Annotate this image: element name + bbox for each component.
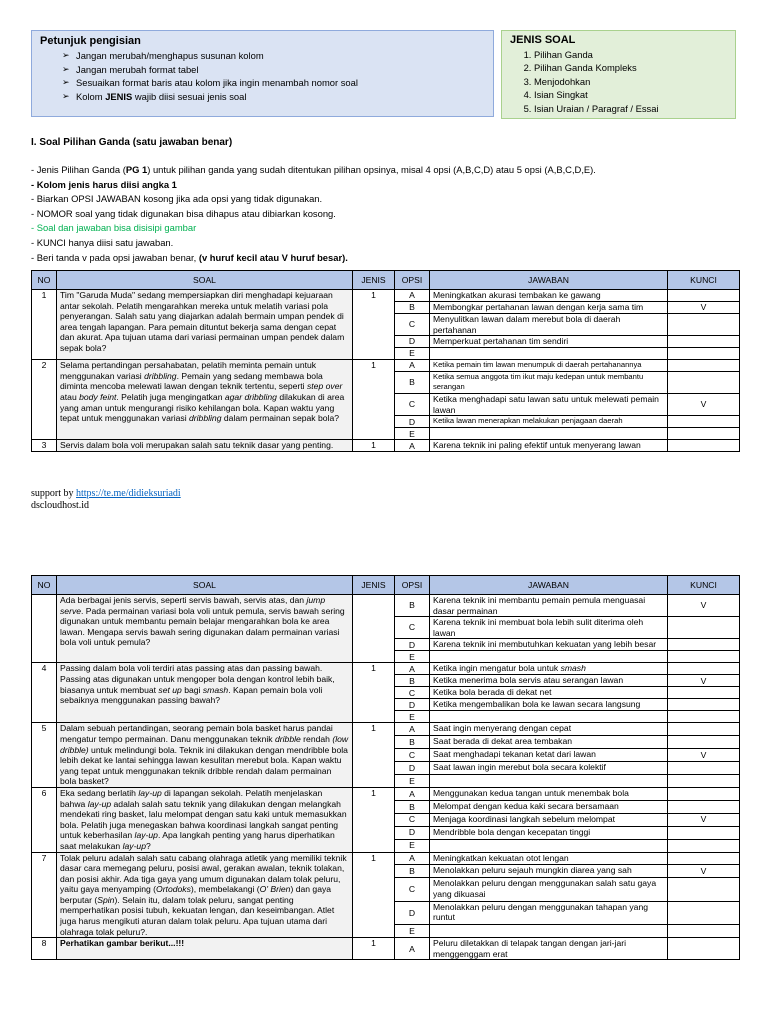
question-table-1 — [31, 270, 740, 452]
answer-cell[interactable]: Ketika pemain tim lawan menumpuk di daerah pertahanannya — [430, 360, 668, 372]
instruction-bold: - Kolom jenis harus diisi angka 1 — [31, 178, 177, 190]
option-label: B — [395, 372, 430, 394]
option-label: D — [395, 826, 430, 839]
option-label: C — [395, 314, 430, 336]
question-jenis[interactable]: 1 — [353, 852, 395, 938]
option-label: E — [395, 839, 430, 852]
question-number: 7 — [32, 852, 57, 938]
instruction-bold: (v huruf kecil atau V huruf besar). — [198, 251, 348, 263]
answer-cell[interactable]: Karena teknik ini membantu pemain pemula menguasai dasar permainan — [430, 595, 668, 617]
kunci-cell[interactable] — [668, 826, 740, 839]
answer-cell[interactable]: Meningkatkan kekuatan otot lengan — [430, 852, 668, 865]
jenis-soal-item: 5. Isian Uraian / Paragraf / Essai — [534, 102, 727, 115]
question-jenis[interactable]: 1 — [353, 723, 395, 788]
kunci-cell[interactable] — [668, 762, 740, 775]
option-label: A — [395, 440, 430, 452]
jenis-soal-item: 2. Pilihan Ganda Kompleks — [534, 61, 727, 74]
answer-cell[interactable] — [430, 839, 668, 852]
option-label: C — [395, 394, 430, 416]
question-number: 3 — [32, 440, 57, 452]
answer-cell[interactable]: Menolakkan peluru dengan menggunakan salah satu gaya yang dikuasai — [430, 878, 668, 902]
kunci-cell[interactable] — [668, 639, 740, 651]
answer-cell[interactable]: Ketika menghadapi satu lawan satu untuk melewati pemain lawan — [430, 394, 668, 416]
instruction-text: ) untuk pilihan ganda yang sudah ditentukan pilihan opsinya, misal 4 opsi (A,B,C,D) atau 5 opsi (A,B,C,D,E). — [147, 164, 596, 175]
option-label: E — [395, 925, 430, 938]
option-label: B — [395, 800, 430, 813]
answer-cell[interactable]: Menjaga koordinasi langkah sebelum melompat — [430, 813, 668, 826]
kunci-cell[interactable] — [668, 440, 740, 452]
option-label: D — [395, 901, 430, 925]
answer-cell[interactable] — [430, 711, 668, 723]
answer-cell[interactable]: Menggunakan kedua tangan untuk menembak bola — [430, 787, 668, 800]
question-jenis[interactable]: 1 — [353, 440, 395, 452]
option-label: A — [395, 663, 430, 675]
support-site: dscloudhost.id — [31, 500, 90, 511]
answer-cell[interactable]: Karena teknik ini membutuhkan kekuatan yang lebih besar — [430, 639, 668, 651]
answer-cell[interactable]: Menyulitkan lawan dalam merebut bola di daerah pertahanan — [430, 314, 668, 336]
question-number: 8 — [32, 938, 57, 960]
petunjuk-box — [31, 30, 494, 117]
kunci-cell[interactable]: V — [668, 865, 740, 878]
question-jenis[interactable]: 1 — [353, 290, 395, 360]
kunci-cell[interactable] — [668, 348, 740, 360]
kunci-cell[interactable] — [668, 617, 740, 639]
table-row — [32, 360, 740, 372]
table-row — [32, 723, 740, 736]
option-label: C — [395, 617, 430, 639]
header-no: NO — [32, 576, 57, 595]
instruction-line: - KUNCI hanya diisi satu jawaban. — [31, 236, 174, 248]
petunjuk-item: ➢ Sesuaikan format baris atau kolom jika ingin menambah nomor soal — [62, 76, 485, 90]
option-label: A — [395, 723, 430, 736]
question-jenis[interactable]: 1 — [353, 663, 395, 723]
header-jenis: JENIS — [353, 271, 395, 290]
option-label: E — [395, 775, 430, 788]
question-number: 6 — [32, 787, 57, 852]
option-label: D — [395, 762, 430, 775]
answer-cell[interactable]: Menolakkan peluru sejauh mungkin diarea yang sah — [430, 865, 668, 878]
kunci-cell[interactable]: V — [668, 394, 740, 416]
support-footer — [31, 488, 181, 512]
question-text[interactable]: Selama pertandingan persahabatan, pelatih meminta pemain untuk menggunakan variasi dribbling. Pemain yang sedang membawa bola diminta mencoba melewati lawan dengan teknik tertentu, seperti step over atau body feint. Pelatih juga mengingatkan agar dribbling dilakukan di area yang aman untuk mengurangi risiko kehilangan bola. Kapan waktu yang tepat untuk menggunakan variasi dribbling dalam permainan sepak bola? — [57, 360, 353, 440]
petunjuk-item: ➢ Jangan merubah/menghapus susunan kolom — [62, 49, 485, 63]
question-number: 2 — [32, 360, 57, 440]
answer-cell[interactable] — [430, 348, 668, 360]
kunci-cell[interactable] — [668, 878, 740, 902]
header-kunci: KUNCI — [668, 271, 740, 290]
support-text: support by — [31, 488, 76, 499]
question-number: 4 — [32, 663, 57, 723]
option-label: A — [395, 852, 430, 865]
support-line — [31, 488, 181, 500]
kunci-cell[interactable] — [668, 663, 740, 675]
header-opsi: OPSI — [395, 271, 430, 290]
instruction-line — [31, 178, 751, 193]
petunjuk-item: ➢ Jangan merubah format tabel — [62, 63, 485, 77]
option-label: C — [395, 878, 430, 902]
kunci-cell[interactable] — [668, 839, 740, 852]
kunci-cell[interactable] — [668, 787, 740, 800]
table-header-row — [32, 576, 740, 595]
question-jenis[interactable] — [353, 595, 395, 663]
answer-cell[interactable]: Saat menghadapi tekanan ketat dari lawan — [430, 749, 668, 762]
question-jenis[interactable]: 1 — [353, 360, 395, 440]
table-row — [32, 663, 740, 675]
kunci-cell[interactable] — [668, 360, 740, 372]
question-jenis[interactable]: 1 — [353, 938, 395, 960]
petunjuk-item-text: Kolom — [76, 90, 106, 102]
instruction-line: - NOMOR soal yang tidak digunakan bisa dihapus atau dibiarkan kosong. — [31, 207, 336, 219]
question-text[interactable]: Ada berbagai jenis servis, seperti servis bawah, servis atas, dan jump serve. Pada permainan variasi bola voli untuk pemula, servis bawah sering digunakan untuk membantu pemain belajar mengarahkan bola ke area lawan. Mengapa servis bawah sering digunakan dalam permainan variasi bola voli untuk pemula? — [57, 595, 353, 663]
question-text[interactable]: Servis dalam bola voli merupakan salah satu teknik dasar yang penting. — [57, 440, 353, 452]
answer-cell[interactable] — [430, 651, 668, 663]
instruction-line-green: - Soal dan jawaban bisa disisipi gambar — [31, 222, 197, 234]
answer-cell[interactable]: Karena teknik ini membuat bola lebih sulit diterima oleh lawan — [430, 617, 668, 639]
header-jenis: JENIS — [353, 576, 395, 595]
table-header-row — [32, 271, 740, 290]
kunci-cell[interactable]: V — [668, 749, 740, 762]
kunci-cell[interactable] — [668, 723, 740, 736]
option-label: B — [395, 736, 430, 749]
answer-cell[interactable] — [430, 925, 668, 938]
answer-cell[interactable]: Meningkatkan akurasi tembakan ke gawang — [430, 290, 668, 302]
kunci-cell[interactable]: V — [668, 675, 740, 687]
question-text[interactable]: Eka sedang berlatih lay-up di lapangan sekolah. Pelatih menjelaskan bahwa lay-up adalah salah satu teknik yang dilakukan dengan melangkah mendekati ring basket, lalu melompat dengan satu kaki untuk memasukkan bola. Pelatih juga menegaskan bahwa koordinasi langkah sangat penting untuk keberhasilan lay-up. Apa langkah penting yang harus diperhatikan saat melakukan lay-up? — [57, 787, 353, 852]
section-title: I. Soal Pilihan Ganda (satu jawaban benar) — [31, 137, 233, 148]
table-row — [32, 852, 740, 865]
option-label: D — [395, 699, 430, 711]
kunci-cell[interactable] — [668, 687, 740, 699]
answer-cell[interactable] — [430, 775, 668, 788]
header-no: NO — [32, 271, 57, 290]
kunci-cell[interactable]: V — [668, 302, 740, 314]
jenis-soal-item: 4. Isian Singkat — [534, 88, 727, 101]
kunci-cell[interactable] — [668, 314, 740, 336]
question-text[interactable]: Passing dalam bola voli terdiri atas passing atas dan passing bawah. Passing atas digunakan untuk mengoper bola dengan kontrol lebih baik, biasanya untuk membuat set up bagi smash. Kapan pemain bola voli sebaiknya menggunakan passing bawah? — [57, 663, 353, 723]
answer-cell[interactable]: Ketika mengembalikan bola ke lawan secara langsung — [430, 699, 668, 711]
instruction-line — [31, 163, 751, 178]
option-label: B — [395, 595, 430, 617]
header-soal: SOAL — [57, 271, 353, 290]
kunci-cell[interactable] — [668, 736, 740, 749]
answer-cell[interactable]: Ketika lawan menerapkan melakukan penjagaan daerah — [430, 416, 668, 428]
answer-cell[interactable]: Saat ingin menyerang dengan cepat — [430, 723, 668, 736]
kunci-cell[interactable] — [668, 775, 740, 788]
answer-cell[interactable]: Peluru diletakkan di telapak tangan dengan jari-jari menggenggam erat — [430, 938, 668, 960]
table-row — [32, 787, 740, 800]
answer-cell[interactable]: Mendribble bola dengan kecepatan tinggi — [430, 826, 668, 839]
petunjuk-item — [62, 90, 485, 104]
kunci-cell[interactable] — [668, 416, 740, 428]
option-label: A — [395, 360, 430, 372]
table-row — [32, 290, 740, 302]
kunci-cell[interactable]: V — [668, 813, 740, 826]
option-label: A — [395, 787, 430, 800]
kunci-cell[interactable] — [668, 901, 740, 925]
answer-cell[interactable]: Melompat dengan kedua kaki secara bersamaan — [430, 800, 668, 813]
option-label: E — [395, 428, 430, 440]
kunci-cell[interactable] — [668, 372, 740, 394]
jenis-soal-title: JENIS SOAL — [510, 34, 576, 46]
petunjuk-item-bold: JENIS — [105, 90, 133, 102]
option-label: D — [395, 336, 430, 348]
option-label: A — [395, 290, 430, 302]
header-jawaban: JAWABAN — [430, 271, 668, 290]
question-text[interactable]: Tim "Garuda Muda" sedang mempersiapkan diri menghadapi kejuaraan antar sekolah. Pelatih mengarahkan mereka untuk melatih variasi pola penyerangan. Salah satu yang diajarkan adalah bermain umpan pendek di area tengah lapangan. Para pemain dituntut bekerja sama dengan cepat dan akurat. Apa tujuan utama dari variasi permainan umpan pendek dalam sepak bola? — [57, 290, 353, 360]
answer-cell[interactable] — [430, 428, 668, 440]
header-opsi: OPSI — [395, 576, 430, 595]
question-table-2 — [31, 575, 740, 960]
instruction-line: - Biarkan OPSI JAWABAN kosong jika ada opsi yang tidak digunakan. — [31, 193, 323, 205]
option-label: E — [395, 711, 430, 723]
kunci-cell[interactable] — [668, 699, 740, 711]
instruction-line — [31, 251, 751, 266]
table-row — [32, 938, 740, 960]
table-row — [32, 440, 740, 452]
option-label: B — [395, 865, 430, 878]
answer-cell[interactable]: Karena teknik ini paling efektif untuk menyerang lawan — [430, 440, 668, 452]
question-text[interactable]: Perhatikan gambar berikut...!!! — [57, 938, 353, 960]
option-label: B — [395, 675, 430, 687]
kunci-cell[interactable] — [668, 800, 740, 813]
jenis-soal-item: 3. Menjodohkan — [534, 75, 727, 88]
header-kunci: KUNCI — [668, 576, 740, 595]
answer-cell[interactable]: Ketika ingin mengatur bola untuk smash — [430, 663, 668, 675]
option-label: E — [395, 348, 430, 360]
answer-cell[interactable]: Saat berada di dekat area tembakan — [430, 736, 668, 749]
option-label: B — [395, 302, 430, 314]
answer-cell[interactable]: Ketika bola berada di dekat net — [430, 687, 668, 699]
instruction-text: - Beri tanda v pada opsi jawaban benar, — [31, 251, 199, 263]
question-number: 1 — [32, 290, 57, 360]
kunci-cell[interactable] — [668, 852, 740, 865]
header-soal: SOAL — [57, 576, 353, 595]
option-label: D — [395, 416, 430, 428]
petunjuk-list — [40, 49, 485, 103]
instructions — [31, 163, 751, 265]
option-label: D — [395, 639, 430, 651]
answer-cell[interactable]: Ketika menerima bola servis atau serangan lawan — [430, 675, 668, 687]
kunci-cell[interactable] — [668, 651, 740, 663]
option-label: E — [395, 651, 430, 663]
question-jenis[interactable]: 1 — [353, 787, 395, 852]
kunci-cell[interactable] — [668, 336, 740, 348]
answer-cell[interactable]: Ketika semua anggota tim ikut maju kedepan untuk membantu serangan — [430, 372, 668, 394]
option-label: C — [395, 749, 430, 762]
jenis-soal-item: 1. Pilihan Ganda — [534, 48, 727, 61]
kunci-cell[interactable] — [668, 428, 740, 440]
option-label: C — [395, 687, 430, 699]
kunci-cell[interactable] — [668, 925, 740, 938]
question-number — [32, 595, 57, 663]
kunci-cell[interactable] — [668, 711, 740, 723]
header-jawaban: JAWABAN — [430, 576, 668, 595]
question-text[interactable]: Tolak peluru adalah salah satu cabang olahraga atletik yang memiliki teknik dasar cara memegang peluru, posisi awal, gerakan awalan, teknik tolakan, dan posisi akhir. Ada tiga gaya yang umum digunakan dalam tolak peluru, yaitu gaya menyamping (Ortodoks), membelakangi (O' Brien) dan gaya berputar (Spin). Selain itu, dalam tolak peluru, sangat penting memperhatikan posisi tubuh, kekuatan lengan, dan keseimbangan. Atlet juga harus mengikuti aturan dalam tolak peluru. Apa tujuan utama dari olahraga tolak peluru?. — [57, 852, 353, 938]
kunci-cell[interactable]: V — [668, 595, 740, 617]
option-label: A — [395, 938, 430, 960]
option-label: C — [395, 813, 430, 826]
question-number: 5 — [32, 723, 57, 788]
answer-cell[interactable]: Saat lawan ingin merebut bola secara kolektif — [430, 762, 668, 775]
kunci-cell[interactable] — [668, 290, 740, 302]
jenis-soal-box — [501, 30, 736, 119]
kunci-cell[interactable] — [668, 938, 740, 960]
table-row — [32, 595, 740, 617]
support-link[interactable]: https://te.me/didieksuriadi — [76, 488, 181, 499]
petunjuk-item-text: wajib diisi sesuai jenis soal — [132, 90, 247, 102]
instruction-bold: PG 1 — [125, 164, 148, 175]
answer-cell[interactable]: Membongkar pertahanan lawan dengan kerja sama tim — [430, 302, 668, 314]
instruction-text: - Jenis Pilihan Ganda ( — [31, 164, 126, 175]
answer-cell[interactable]: Menolakkan peluru dengan menggunakan tahapan yang runtut — [430, 901, 668, 925]
answer-cell[interactable]: Memperkuat pertahanan tim sendiri — [430, 336, 668, 348]
petunjuk-title: Petunjuk pengisian — [40, 35, 141, 47]
jenis-soal-list — [510, 48, 727, 115]
question-text[interactable]: Dalam sebuah pertandingan, seorang pemain bola basket harus pandai mengatur tempo permainan. Danu menggunakan teknik dribble rendah (low dribble) untuk melindungi bola. Teknik ini dilakukan dengan mendribble bola lebih dekat ke lantai sehingga lawan kesulitan merebut bola. Kapan waktu yang tepat untuk menggunakan teknik dribble rendah dalam permainan bola basket? — [57, 723, 353, 788]
